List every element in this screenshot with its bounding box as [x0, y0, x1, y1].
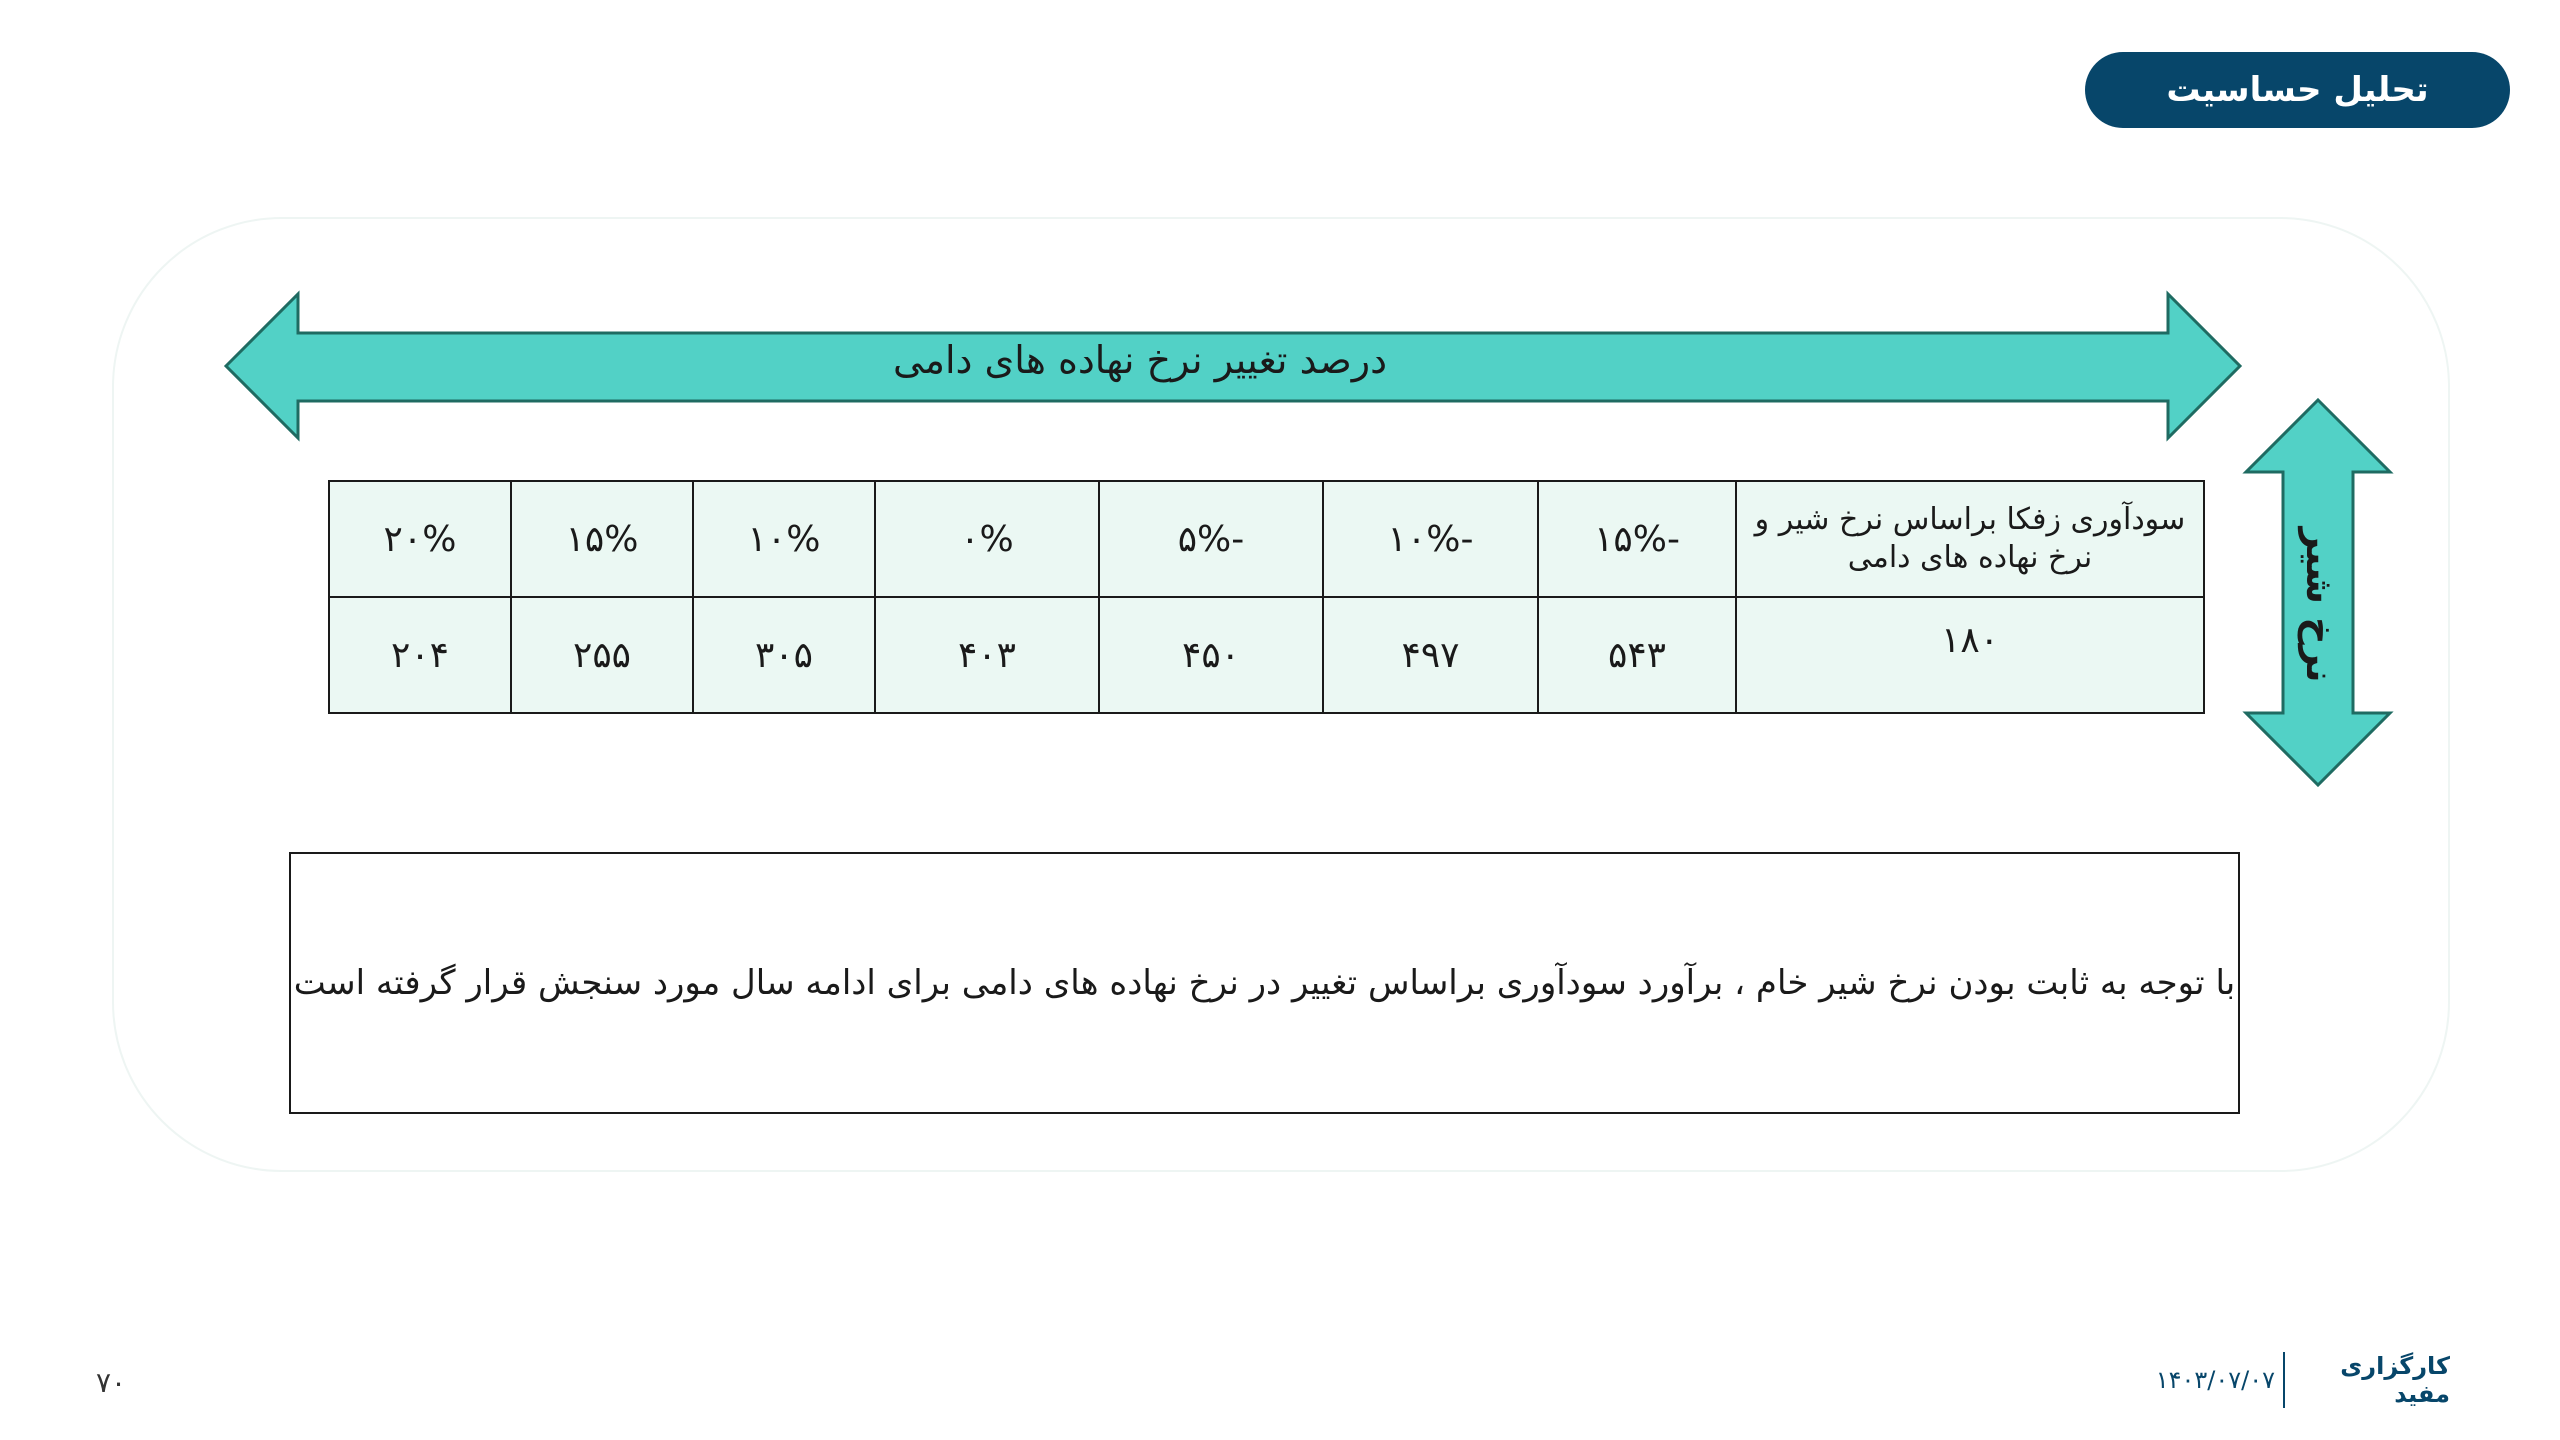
table-cell: ۵۴۳ — [1538, 597, 1736, 713]
table-data-row — [329, 597, 2204, 713]
page-title-text: تحلیل حساسیت — [2166, 70, 2429, 110]
note-box — [289, 852, 2240, 1114]
footer-brand: کارگزاری مفید — [2340, 1352, 2450, 1408]
table-row-label: ۱۸۰ — [1736, 597, 2204, 713]
note-text: با توجه به ثابت بودن نرخ شیر خام ، برآورد سودآوری براساس تغییر در نرخ نهاده های دامی برای ادامه سال مورد سنجش قرار گرفته است — [293, 963, 2236, 1003]
page-number: ۷۰ — [96, 1365, 127, 1399]
table-cell: ۲۰۴ — [329, 597, 511, 713]
table-cell: -۵% — [1099, 481, 1323, 597]
table-row-label: سودآوری زفکا براساس نرخ شیر و نرخ نهاده های دامی — [1736, 481, 2204, 597]
table-cell: ۴۵۰ — [1099, 597, 1323, 713]
table-header-row — [329, 481, 2204, 597]
table-cell: ۰% — [875, 481, 1099, 597]
table-cell: -۱۰% — [1323, 481, 1538, 597]
table-cell: ۴۰۳ — [875, 597, 1099, 713]
table-cell: ۱۵% — [511, 481, 693, 597]
vertical-arrow-label: نرخ شیر — [2298, 527, 2342, 683]
table-cell: ۲۰% — [329, 481, 511, 597]
table-cell: ۳۰۵ — [693, 597, 875, 713]
table-cell: ۴۹۷ — [1323, 597, 1538, 713]
table-cell: ۲۵۵ — [511, 597, 693, 713]
sensitivity-table — [328, 480, 2205, 714]
footer-divider — [2283, 1352, 2285, 1408]
table-cell: ۱۰% — [693, 481, 875, 597]
footer-date: ۱۴۰۳/۰۷/۰۷ — [2155, 1366, 2275, 1394]
table-cell: -۱۵% — [1538, 481, 1736, 597]
horizontal-arrow-label: درصد تغییر نرخ نهاده های دامی — [892, 338, 1388, 382]
